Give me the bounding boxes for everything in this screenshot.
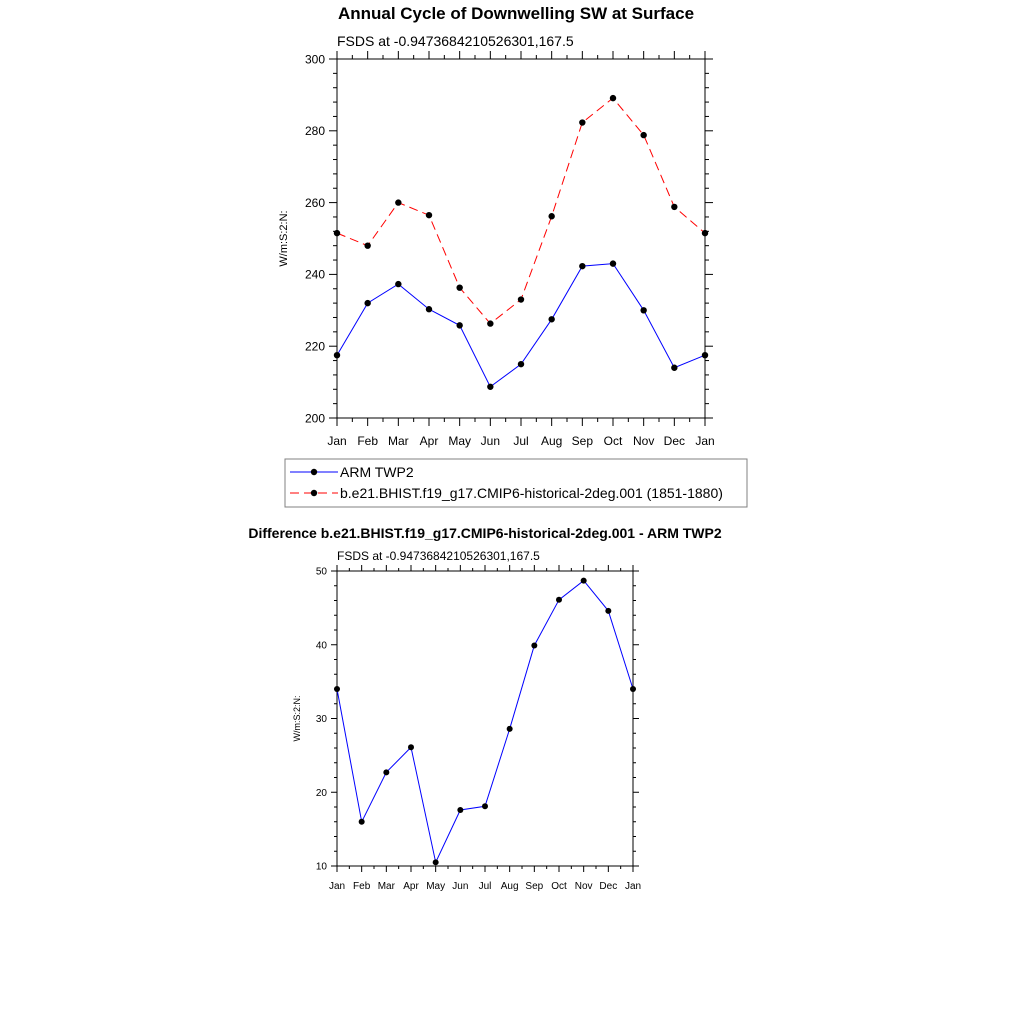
x-tick-label: Jan [695, 434, 715, 448]
data-point [364, 300, 370, 306]
y-tick-label: 280 [304, 124, 325, 139]
data-point [426, 212, 432, 218]
data-point [518, 361, 524, 367]
x-tick-label: Apr [403, 881, 419, 892]
y-tick-label: 50 [315, 566, 327, 578]
data-point [433, 859, 439, 865]
x-tick-label: Feb [353, 881, 371, 892]
x-tick-label: Mar [377, 881, 395, 892]
y-tick-label: 260 [304, 195, 325, 210]
x-tick-label: Jul [478, 881, 492, 892]
y-tick-label: 10 [315, 861, 327, 873]
x-tick-label: Feb [357, 434, 379, 448]
data-point [334, 230, 340, 236]
y-tick-label: 240 [304, 267, 325, 282]
y-axis-label: W/m:S:2:N: [292, 695, 302, 742]
data-point [548, 213, 554, 219]
x-tick-label: May [426, 881, 446, 892]
data-point [671, 365, 677, 371]
data-point [610, 95, 616, 101]
data-point [610, 260, 616, 266]
x-tick-label: Jun [480, 434, 501, 448]
x-tick-label: Jan [624, 881, 642, 892]
data-point [395, 281, 401, 287]
data-point [334, 352, 340, 358]
y-axis-label: W/m:S:2:N: [278, 210, 290, 267]
y-tick-label: 20 [315, 787, 327, 799]
data-point [630, 686, 636, 692]
data-point [671, 204, 677, 210]
legend-marker-1 [311, 469, 317, 475]
data-point [359, 819, 365, 825]
x-tick-label: Sep [525, 881, 544, 892]
y-tick-label: 200 [304, 411, 325, 426]
data-point [640, 132, 646, 138]
data-point [395, 199, 401, 205]
legend-label-1: ARM TWP2 [340, 464, 414, 480]
x-tick-label: Jun [452, 881, 469, 892]
data-point [518, 296, 524, 302]
legend-marker-2 [311, 490, 317, 496]
data-point [482, 803, 488, 809]
y-tick-label: 40 [315, 640, 327, 652]
data-point [581, 578, 587, 584]
chart-subtitle: FSDS at -0.9473684210526301,167.5 [337, 549, 540, 563]
x-tick-label: Jan [328, 881, 346, 892]
x-tick-label: May [448, 434, 472, 448]
data-point [605, 608, 611, 614]
y-tick-label: 30 [315, 714, 327, 726]
chart-title: Difference b.e21.BHIST.f19_g17.CMIP6-historical-2deg.001 - ARM TWP2 [248, 525, 722, 541]
x-tick-label: Dec [663, 434, 686, 448]
data-point [702, 230, 708, 236]
data-point [579, 119, 585, 125]
chart-title: Annual Cycle of Downwelling SW at Surface [337, 4, 695, 23]
data-point [702, 352, 708, 358]
data-point [487, 384, 493, 390]
legend-label-2: b.e21.BHIST.f19_g17.CMIP6-historical-2deg.001 (1851-1880) [340, 485, 723, 501]
data-point [408, 744, 414, 750]
data-point [334, 686, 340, 692]
x-tick-label: Sep [571, 434, 594, 448]
data-point [487, 320, 493, 326]
x-tick-label: Jul [513, 434, 529, 448]
data-point [548, 316, 554, 322]
legend [285, 459, 747, 507]
data-point [456, 284, 462, 290]
x-tick-label: Oct [551, 881, 567, 892]
x-tick-label: Nov [574, 881, 593, 892]
x-tick-label: Jan [327, 434, 347, 448]
data-point [579, 263, 585, 269]
data-point [531, 642, 537, 648]
x-tick-label: Aug [540, 434, 563, 448]
data-point [556, 597, 562, 603]
x-tick-label: Nov [632, 434, 655, 448]
data-point [457, 807, 463, 813]
y-tick-label: 220 [304, 339, 325, 354]
data-point [507, 726, 513, 732]
x-tick-label: Mar [387, 434, 409, 448]
data-point [640, 307, 646, 313]
data-point [383, 769, 389, 775]
x-tick-label: Apr [419, 434, 439, 448]
data-point [364, 242, 370, 248]
data-point [456, 322, 462, 328]
chart-subtitle: FSDS at -0.9473684210526301,167.5 [337, 33, 574, 49]
y-tick-label: 300 [304, 52, 325, 67]
x-tick-label: Aug [500, 881, 519, 892]
x-tick-label: Oct [603, 434, 623, 448]
data-point [426, 306, 432, 312]
x-tick-label: Dec [599, 881, 618, 892]
